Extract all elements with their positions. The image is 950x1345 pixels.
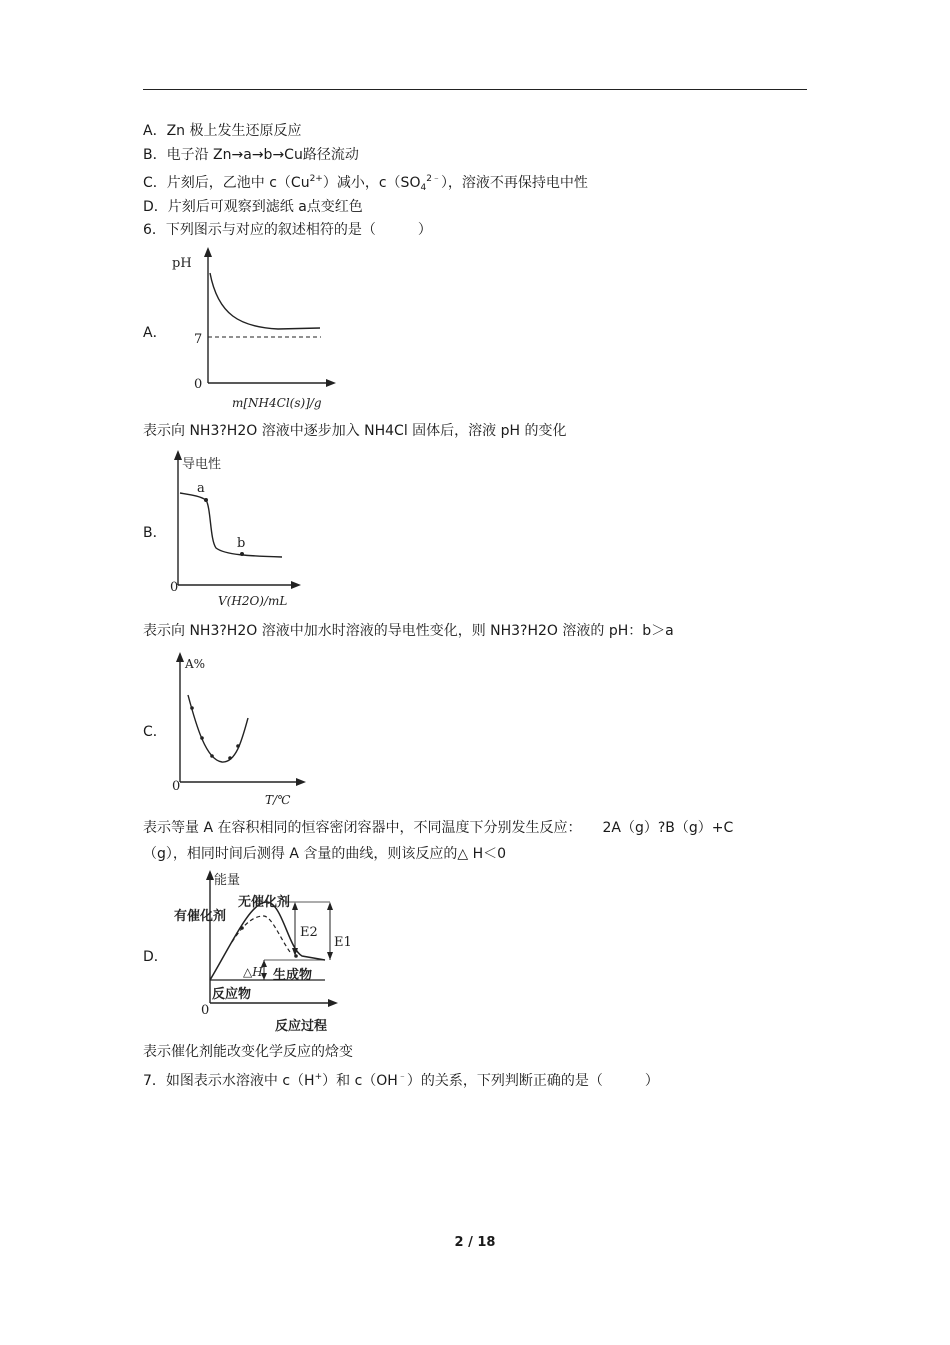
q6-c-origin: 0 [172,779,181,794]
q6-d-ylabel: 能量 [214,873,241,888]
q6-d-chart [170,868,355,1038]
q6-a-chart [168,245,343,415]
q6-c-ylabel: A% [185,657,206,671]
q6-a-origin: 0 [194,377,203,392]
q6-c-label: C． [143,724,167,740]
q6-d-e2: E2 [300,925,318,940]
q6-stem: 6．下列图示与对应的叙述相符的是（ ） [143,222,432,238]
q6-a-caption: 表示向 NH3?H2O 溶液中逐步加入 NH4Cl 固体后，溶液 pH 的变化 [143,423,567,439]
q6-d-reactant: 反应物 [212,987,252,1002]
q6-d-product: 生成物 [273,968,313,983]
q6-d-origin: 0 [201,1003,210,1018]
q6-a-xlabel: m[NH4Cl(s)]/g [232,396,322,410]
q6-b-point-a: a [197,481,205,496]
q6-b-xlabel: V(H2O)/mL [218,594,288,608]
q6-d-e1: E1 [334,935,352,950]
q6-b-chart [170,448,310,618]
q6-d-caption: 表示催化剂能改变化学反应的焓变 [143,1044,353,1060]
q6-a-label: A． [143,325,167,341]
q6-c-chart [170,650,310,810]
q6-a-y-mark: 7 [194,332,203,347]
q6-d-with-catalyst: 有催化剂 [174,909,227,924]
q6-d-label: D． [143,949,168,965]
q6-b-point-b: b [237,536,246,551]
q6-d-without-catalyst: 无催化剂 [238,895,291,910]
q5-option-a: A．Zn 极上发生还原反应 [143,123,302,139]
q6-b-caption: 表示向 NH3?H2O 溶液中加水时溶液的导电性变化，则 NH3?H2O 溶液的 pH：b＞a [143,623,674,639]
q6-c-caption-line2: （g），相同时间后测得 A 含量的曲线，则该反应的△ H＜0 [143,846,507,862]
q7-stem: 7．如图表示水溶液中 c（H+）和 c（OH﹣）的关系，下列判断正确的是（ ） [143,1072,659,1089]
q5-option-d: D．片刻后可观察到滤纸 a点变红色 [143,199,363,215]
q6-c-xlabel: T/℃ [265,793,291,807]
q5-option-b: B．电子沿 Zn→a→b→Cu路径流动 [143,147,359,163]
q6-d-dh: △H [243,965,263,979]
q6-c-caption-line1: 表示等量 A 在容积相同的恒容密闭容器中，不同温度下分别发生反应： 2A（g）?B（g）+C [143,820,734,836]
header-rule [143,89,807,90]
q5-option-c: C．片刻后，乙池中 $c(Cu^{2+})$减小，$c(SO_4^{2﹣})$，溶液不再保持电中性 [143,174,588,193]
q6-b-ylabel: 导电性 [182,457,222,472]
page-number: 2 / 18 [454,1235,496,1250]
q6-a-ylabel: pH [172,256,192,271]
q6-b-origin: 0 [170,580,179,595]
q6-b-label: B． [143,525,167,541]
q6-d-xlabel: 反应过程 [275,1019,328,1034]
